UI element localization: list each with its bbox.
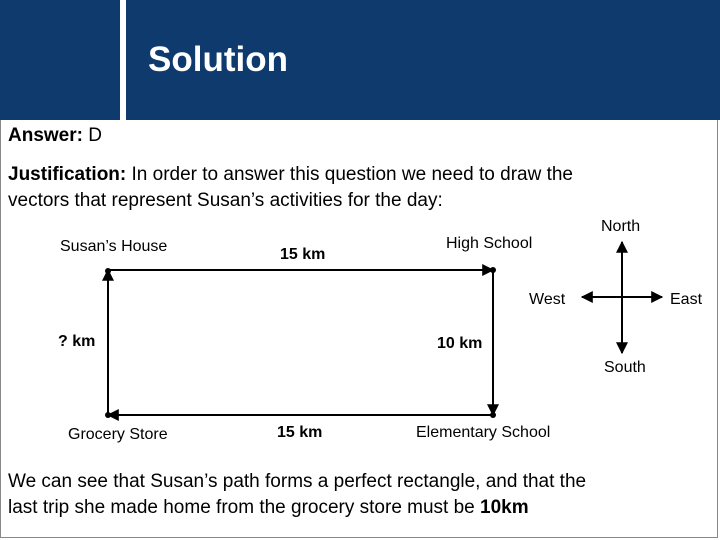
label-high-school: High School bbox=[446, 235, 533, 252]
compass-east-label: East bbox=[670, 291, 703, 308]
conclusion-answer: 10km bbox=[480, 497, 529, 518]
slide-title: Solution bbox=[148, 40, 288, 79]
compass-west-label: West bbox=[529, 291, 566, 308]
conclusion-line-2 bbox=[8, 497, 529, 519]
justification-line-2: vectors that represent Susan’s activities for the day: bbox=[8, 190, 443, 211]
label-bottom-distance: 15 km bbox=[277, 424, 323, 441]
label-susans-house: Susan’s House bbox=[60, 238, 168, 255]
label-grocery-store: Grocery Store bbox=[68, 426, 168, 443]
label-top-distance: 15 km bbox=[280, 246, 326, 263]
label-left-distance: ? km bbox=[58, 333, 96, 350]
justification-text-1: In order to answer this question we need to draw the bbox=[131, 164, 573, 185]
conclusion-text: last trip she made home from the grocery store must be bbox=[8, 497, 475, 518]
answer-label: Answer: bbox=[8, 125, 83, 146]
point-susans-house bbox=[105, 268, 111, 274]
point-elementary-school bbox=[490, 412, 496, 418]
justification-label: Justification: bbox=[8, 164, 127, 185]
conclusion-line-1: We can see that Susan’s path forms a perfect rectangle, and that the bbox=[8, 471, 587, 492]
compass-north-label: North bbox=[601, 218, 641, 235]
label-right-distance: 10 km bbox=[437, 335, 483, 352]
point-grocery-store bbox=[105, 412, 111, 418]
point-high-school bbox=[490, 267, 496, 273]
answer-value: D bbox=[88, 125, 102, 146]
compass-south-label: South bbox=[604, 359, 646, 376]
label-elementary-school: Elementary School bbox=[416, 424, 551, 441]
